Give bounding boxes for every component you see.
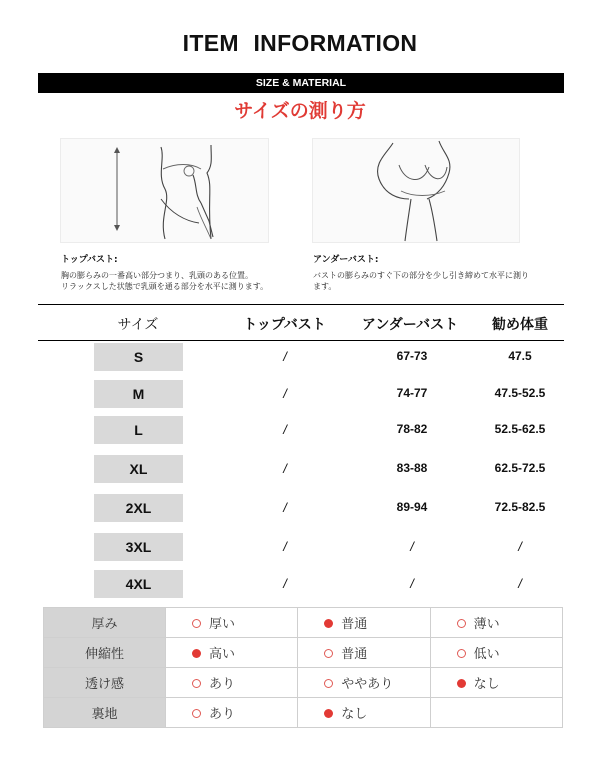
material-option (430, 698, 562, 728)
under-bust-value: / (410, 539, 414, 554)
under-bust-value: 67-73 (396, 349, 428, 363)
unselected-circle-icon (457, 649, 466, 658)
unselected-circle-icon (324, 649, 333, 658)
top-bust-value: / (283, 461, 287, 476)
unselected-circle-icon (192, 619, 201, 628)
material-option-label: 普通 (341, 617, 368, 632)
material-option-label: 高い (208, 647, 235, 662)
unselected-circle-icon (324, 679, 333, 688)
weight-value: 62.5-72.5 (494, 461, 546, 475)
weight-value: 52.5-62.5 (494, 422, 546, 436)
under-bust-value: 83-88 (396, 461, 428, 475)
top-bust-line-2: リラックスした状態で乳頭を通る部分を水平に測ります。 (61, 282, 269, 291)
material-table (43, 607, 563, 728)
size-cell: XL (94, 455, 183, 483)
selected-dot-icon (192, 649, 201, 658)
under-bust-title: アンダーバスト: (313, 255, 379, 265)
top-bust-figure (61, 139, 268, 242)
material-option (298, 638, 430, 668)
material-option (165, 608, 297, 638)
material-option (165, 698, 297, 728)
selected-dot-icon (324, 709, 333, 718)
material-option-label: 低い (473, 647, 500, 662)
material-option (430, 668, 562, 698)
header-under-bust: アンダーバスト (361, 317, 459, 333)
top-bust-illustration (60, 138, 269, 243)
under-bust-value: / (410, 576, 414, 591)
weight-value: / (518, 539, 522, 554)
size-cell: S (94, 343, 183, 371)
material-row (44, 668, 563, 698)
material-row (44, 698, 563, 728)
under-bust-value: 74-77 (396, 386, 428, 400)
material-option (298, 668, 430, 698)
material-label: 厚み (44, 608, 166, 638)
material-label: 伸縮性 (44, 638, 166, 668)
header-top-bust: トップバスト (243, 317, 326, 333)
material-option-label: なし (473, 677, 500, 692)
top-bust-value: / (283, 500, 287, 515)
unselected-circle-icon (192, 679, 201, 688)
top-bust-desc (61, 270, 311, 292)
top-bust-value: / (283, 539, 287, 554)
under-bust-value: 78-82 (396, 422, 428, 436)
section-bar (38, 73, 564, 93)
weight-value: / (518, 576, 522, 591)
material-label: 透け感 (44, 668, 166, 698)
under-bust-value: 89-94 (396, 500, 428, 514)
top-bust-value: / (283, 386, 287, 401)
header-weight: 勧め体重 (492, 317, 548, 333)
material-option (165, 638, 297, 668)
size-cell: L (94, 416, 183, 444)
material-option (298, 698, 430, 728)
under-bust-desc (313, 270, 563, 292)
material-option-label: ややあり (341, 677, 394, 692)
selected-dot-icon (324, 619, 333, 628)
material-option-label: 厚い (208, 617, 235, 632)
unselected-circle-icon (457, 619, 466, 628)
under-bust-line-1: バストの膨らみのすぐ下の部分を少し引き締めて水平に測り (313, 271, 529, 280)
size-cell: M (94, 380, 183, 408)
header-size: サイズ (117, 317, 159, 333)
table-top-rule (38, 304, 564, 305)
size-cell: 4XL (94, 570, 183, 598)
size-cell: 2XL (94, 494, 183, 522)
top-bust-value: / (283, 422, 287, 437)
material-option-label: なし (341, 707, 368, 722)
under-bust-line-2: ます。 (313, 282, 337, 291)
material-option-label: 普通 (341, 647, 368, 662)
material-option (430, 638, 562, 668)
selected-dot-icon (457, 679, 466, 688)
section-bar-label: SIZE & MATERIAL (255, 77, 347, 89)
size-cell: 3XL (94, 533, 183, 561)
material-option-label: 薄い (473, 617, 500, 632)
material-row (44, 638, 563, 668)
material-option-label: あり (208, 707, 235, 722)
material-option (165, 668, 297, 698)
under-bust-figure (313, 139, 519, 242)
under-bust-illustration (312, 138, 520, 243)
weight-value: 72.5-82.5 (494, 500, 546, 514)
measure-heading: サイズの測り方 (234, 100, 366, 122)
page-title: ITEM INFORMATION (182, 30, 418, 56)
table-header-rule (38, 340, 564, 341)
material-option-label: あり (208, 677, 235, 692)
top-bust-value: / (283, 576, 287, 591)
material-label: 裏地 (44, 698, 166, 728)
weight-value: 47.5-52.5 (494, 386, 546, 400)
material-option (430, 608, 562, 638)
top-bust-value: / (283, 349, 287, 364)
top-bust-title: トップバスト: (61, 255, 118, 265)
weight-value: 47.5 (508, 349, 532, 363)
unselected-circle-icon (192, 709, 201, 718)
top-bust-line-1: 胸の膨らみの一番高い部分つまり、乳頭のある位置。 (61, 271, 253, 280)
material-option (298, 608, 430, 638)
material-row (44, 608, 563, 638)
